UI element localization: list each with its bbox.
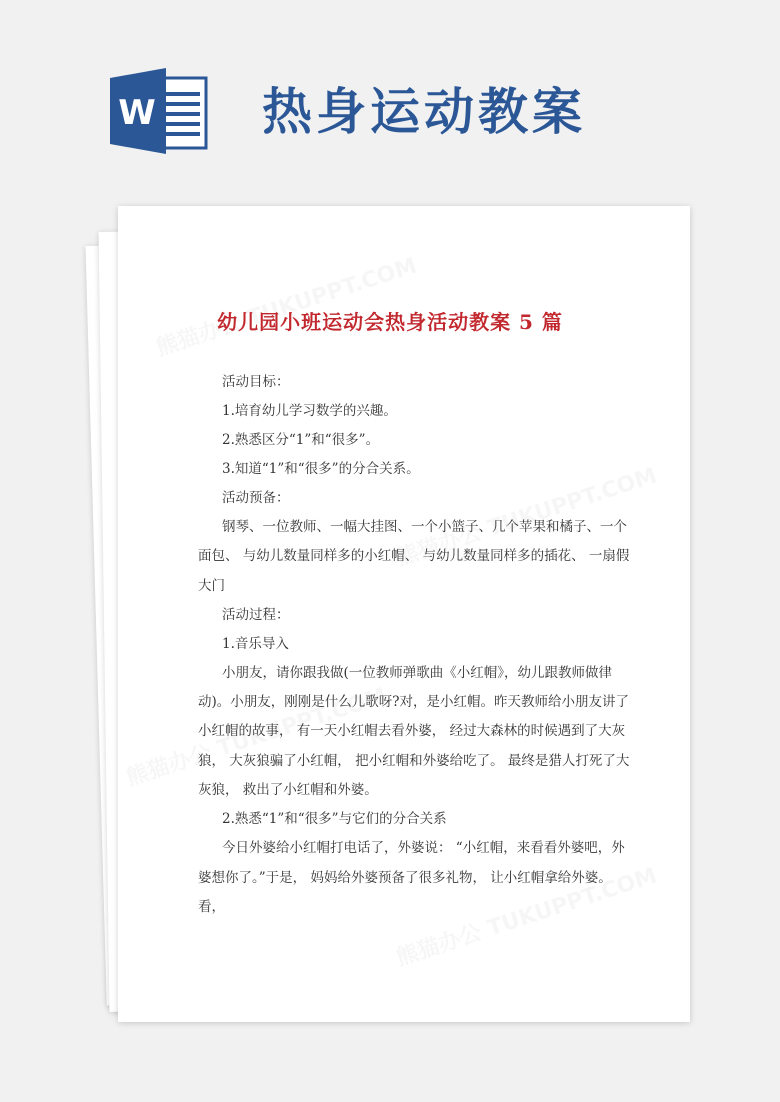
subsection-heading: 2.熟悉“1”和“很多”与它们的分合关系 [222,811,447,828]
word-icon-letter: W [118,93,156,133]
section-heading: 活动过程： [222,606,290,623]
document-title: 幼儿园小班运动会热身活动教案 5 篇 [217,310,563,334]
section-heading: 活动目标： [222,374,290,390]
body-paragraph: 今日外婆给小红帽打电话了，外婆说： “小红帽，来看看外婆吧，外婆想你了。”于是， 妈妈给外婆预备了很多礼物， 让小红帽拿给外婆。 看， [198,840,625,915]
body-paragraph: 钢琴、一位教师、一幅大挂图、一个小篮子、几个苹果和橘子、一个面包、 与幼儿数量同样多的小红帽、 与幼儿数量同样多的插花、 一扇假大门 [198,519,630,594]
list-item: 3.知道“1”和“很多”的分合关系。 [222,461,420,477]
subsection-heading: 1.音乐导入 [222,635,289,652]
body-paragraph: 小朋友，请你跟我做(一位教师弹歌曲《小红帽》，幼儿跟教师做律动)。小朋友，刚刚是什么儿歌呀?对，是小红帽。昨天教师给小朋友讲了小红帽的故事， 有一天小红帽去看外婆， 经过大森林的时候遇到了大灰狼， 大灰狼骗了小红帽， 把小红帽和外婆给吃了。 最终是猎人打死了大灰狼， 救出了小红帽和外婆。 [198,664,630,799]
section-heading: 活动预备： [222,490,290,506]
document-body [198,368,630,922]
word-icon [110,68,208,154]
page-title: 热身运动教案 [262,83,586,141]
list-item: 1.培育幼儿学习数学的兴趣。 [222,403,397,419]
list-item: 2.熟悉区分“1”和“很多”。 [222,432,380,448]
